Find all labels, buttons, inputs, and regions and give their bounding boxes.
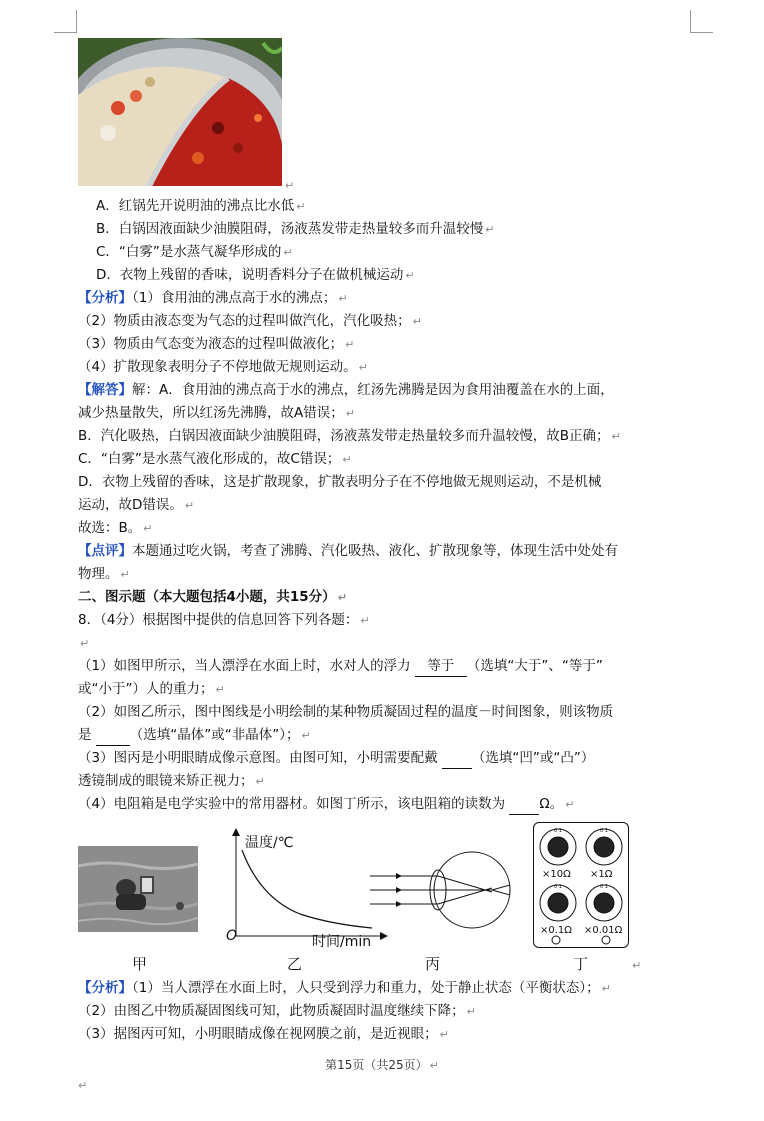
solution-line-6: 运动，故D错误。 ↵ [78, 497, 195, 513]
solution-line-5: D．衣物上残留的香味，这是扩散现象，扩散表明分子在不停地做无规则运动，不是机械 [78, 474, 602, 490]
option-c: C．“白雾”是水蒸气凝华形成的 ↵ [96, 244, 293, 260]
q8-part4: （4）电阻箱是电学实验中的常用器材。如图丁所示，该电阻箱的读数为 Ω。 ↵ [78, 794, 574, 815]
caption-yi: 乙 [287, 955, 303, 973]
svg-text:0 1: 0 1 [600, 828, 608, 834]
option-a: A．红锅先开说明油的沸点比水低 ↵ [96, 198, 306, 214]
analysis2-line-3: （3）据图丙可知，小明眼睛成像在视网膜之前，是近视眼； ↵ [78, 1026, 449, 1042]
solution-line-4: C．“白雾”是水蒸气液化形成的，故C错误； ↵ [78, 451, 352, 467]
option-d: D．衣物上残留的香味，说明香料分子在做机械运动 ↵ [96, 267, 415, 283]
answer-blank-1: 等于 [415, 656, 467, 677]
answer-blank-3 [442, 748, 472, 769]
comment-line-2: 物理。 ↵ [78, 566, 130, 582]
comment-line-1: 【点评】本题通过吃火锅，考查了沸腾、汽化吸热、液化、扩散现象等，体现生活中处处有 [78, 543, 618, 559]
dial-label-x0.01: ×0.01Ω [584, 925, 623, 936]
solution-line-1: 【解答】解：A．食用油的沸点高于水的沸点，红汤先沸腾是因为食用油覆盖在水的上面， [78, 382, 614, 398]
paragraph-mark: ↵ [632, 959, 642, 972]
empty-paragraph: ↵ [80, 637, 90, 650]
option-b: B．白锅因液面缺少油膜阻碍，汤液蒸发带走热量较多而升温较慢 ↵ [96, 221, 495, 237]
caption-ding: 丁 [573, 955, 589, 973]
crop-mark-top-left [54, 10, 77, 33]
caption-jia: 甲 [132, 955, 148, 973]
paragraph-mark: ↵ [285, 179, 295, 192]
solution-line-3: B．汽化吸热，白锅因液面缺少油膜阻碍，汤液蒸发带走热量较多而升温较慢，故B正确； ↵ [78, 428, 621, 444]
svg-text:0 1: 0 1 [554, 828, 562, 834]
analysis-line-2: （2）物质由液态变为气态的过程叫做汽化，汽化吸热； ↵ [78, 313, 422, 329]
q8-part2-line1: （2）如图乙所示，图中图线是小明绘制的某种物质凝固过程的温度－时间图象，则该物质 [78, 704, 614, 720]
analysis2-line-2: （2）由图乙中物质凝固图线可知，此物质凝固时温度继续下降； ↵ [78, 1003, 476, 1019]
q8-part1-line2: 或“小于”）人的重力； ↵ [78, 681, 225, 697]
yi-y-axis-label: 温度/℃ [245, 835, 294, 851]
q8-part3-line1: （3）图丙是小明眼睛成像示意图。由图可知，小明需要配戴 （选填“凹”或“凸”） [78, 748, 594, 769]
question-8-stem: 8．（4分）根据图中提供的信息回答下列各题： ↵ [78, 612, 370, 628]
q8-part1-line1: （1）如图甲所示，当人漂浮在水面上时，水对人的浮力 等于 （选填“大于”、“等于” [78, 656, 603, 677]
dial-label-x1: ×1Ω [590, 869, 613, 880]
dial-label-x0.1: ×0.1Ω [540, 925, 572, 936]
section-heading: 二、图示题（本大题包括4小题，共15分） ↵ [78, 589, 347, 605]
analysis-line-4: （4）扩散现象表明分子不停地做无规则运动。 ↵ [78, 359, 368, 375]
q8-part2-line2: 是 （选填“晶体”或“非晶体”）； ↵ [78, 725, 311, 746]
solution-line-2: 减少热量散失，所以红汤先沸腾，故A错误； ↵ [78, 405, 355, 421]
analysis2-line-1: 【分析】（1）当人漂浮在水面上时，人只受到浮力和重力，处于静止状态（平衡状态）； ↵ [78, 980, 611, 996]
solution-choice: 故选：B。 ↵ [78, 520, 153, 536]
page-footer: 第15页（共25页） ↵ [325, 1058, 439, 1072]
figure-jia-photo [78, 846, 198, 932]
caption-bing: 丙 [425, 955, 441, 973]
analysis-line-1: 【分析】（1）食用油的沸点高于水的沸点； ↵ [78, 290, 348, 306]
figure-bing-eye-diagram [368, 850, 518, 930]
svg-text:0 1: 0 1 [554, 884, 562, 890]
crop-mark-top-right [690, 10, 713, 33]
figure-ding-resistance-box [533, 822, 629, 948]
q8-part3-line2: 透镜制成的眼镜来矫正视力； ↵ [78, 773, 265, 789]
svg-text:0 1: 0 1 [600, 884, 608, 890]
answer-blank-2 [96, 725, 130, 746]
analysis-line-3: （3）物质由气态变为液态的过程叫做液化； ↵ [78, 336, 355, 352]
yi-origin-label: O [226, 928, 238, 944]
hotpot-photo [78, 38, 282, 186]
yi-x-axis-label: 时间/min [312, 934, 372, 950]
dial-label-x10: ×10Ω [542, 869, 571, 880]
paragraph-mark: ↵ [78, 1079, 88, 1092]
answer-blank-4 [509, 794, 539, 815]
